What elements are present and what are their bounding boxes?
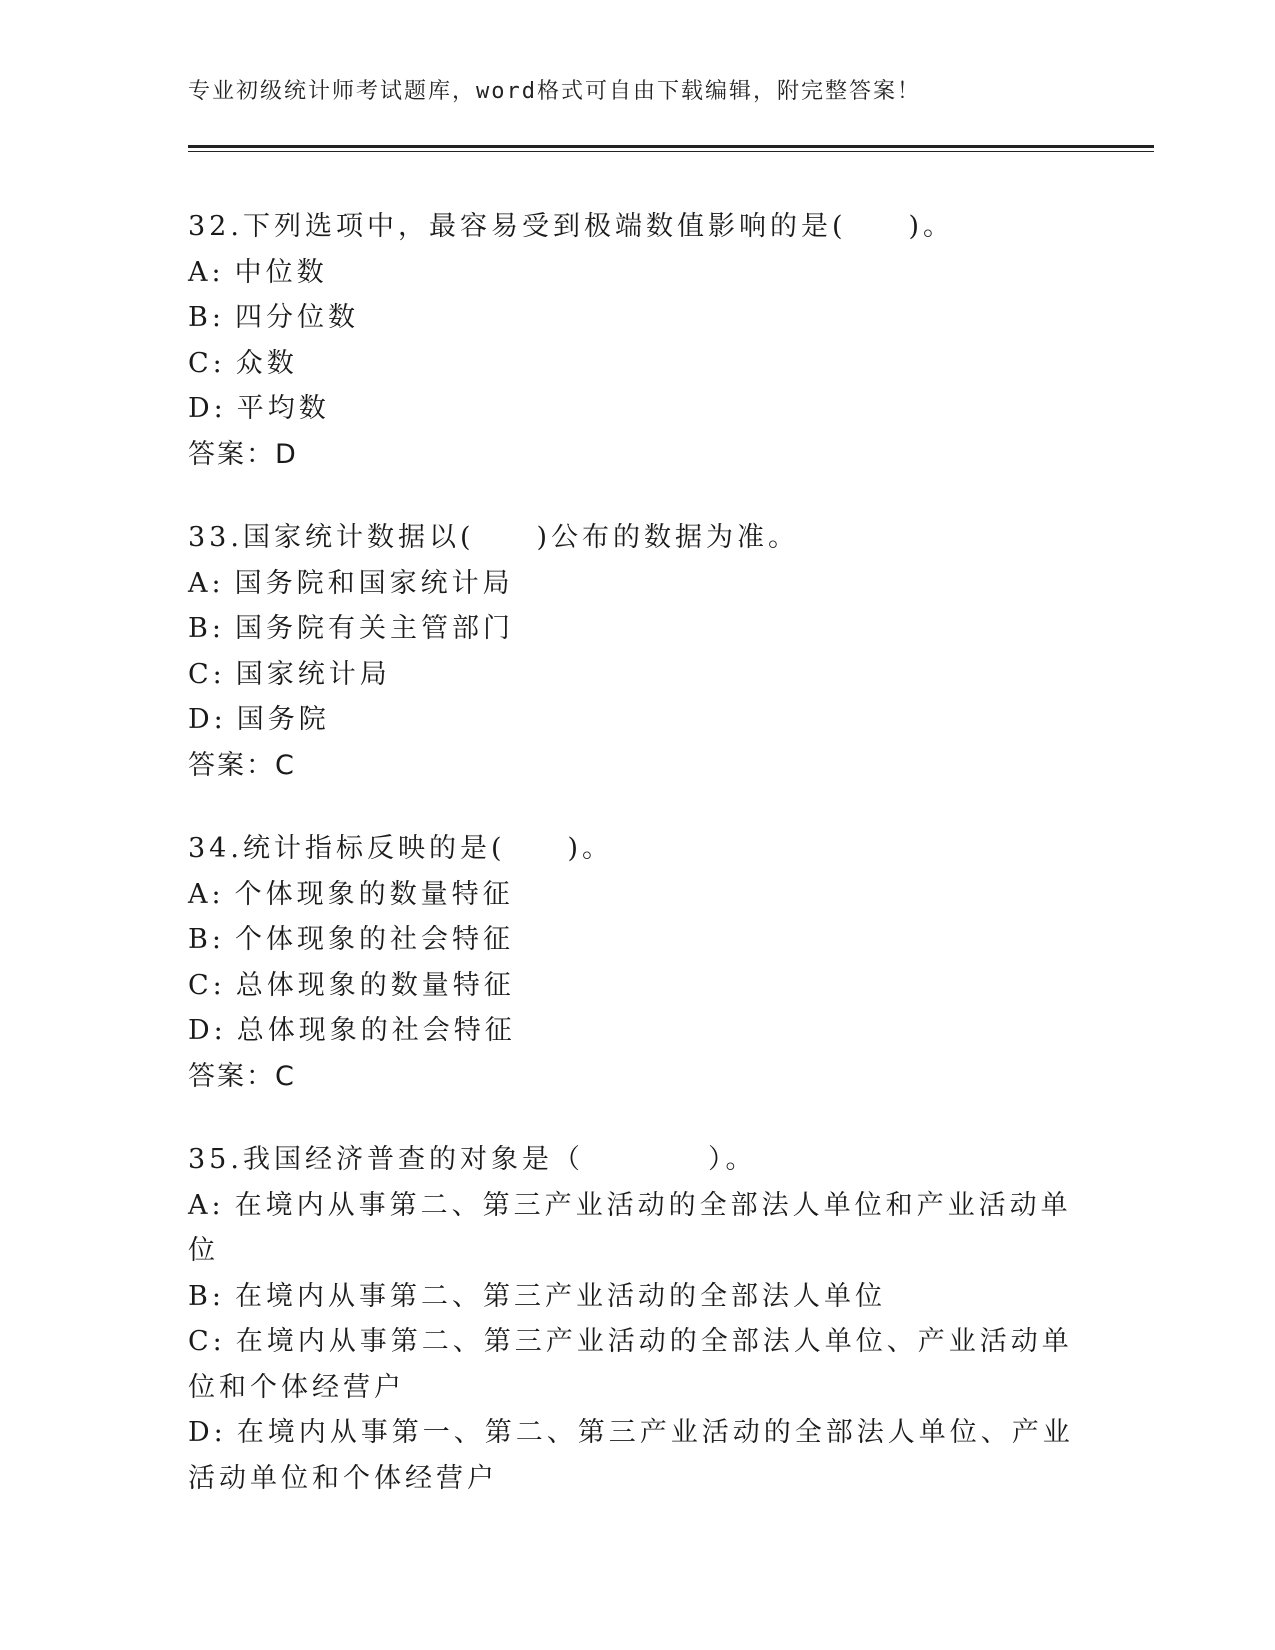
option-a: [188, 250, 1088, 296]
answer-line: 答案：D: [188, 438, 298, 470]
option-text: 平均数: [236, 393, 330, 424]
option-text: 四分位数: [234, 302, 359, 333]
question-33: [188, 515, 1088, 788]
option-letter: D:: [188, 1417, 227, 1448]
option-letter: C:: [188, 347, 226, 379]
option-text: 国务院: [236, 704, 330, 735]
question-stem: 34.统计指标反映的是( )。: [188, 833, 614, 864]
option-text: 在境内从事第二、第三产业活动的全部法人单位、产业活动单位和个体经营户: [188, 1326, 1073, 1403]
option-letter: C:: [188, 1326, 226, 1357]
option-letter: D:: [188, 393, 227, 424]
answer-line: 答案：C: [188, 1060, 296, 1092]
option-text: 个体现象的社会特征: [234, 924, 514, 955]
option-letter: D:: [188, 1015, 227, 1046]
option-c: [188, 341, 1088, 387]
option-letter: A:: [188, 256, 225, 288]
option-text: 在境内从事第二、第三产业活动的全部法人单位和产业活动单位: [188, 1189, 1072, 1266]
option-a: [188, 561, 1088, 607]
option-d: [188, 697, 1088, 743]
page-header: 专业初级统计师考试题库，word格式可自由下载编辑，附完整答案！: [188, 79, 921, 104]
option-text: 中位数: [234, 256, 328, 288]
option-letter: D:: [188, 704, 227, 735]
question-34: [188, 826, 1088, 1099]
option-letter: B:: [188, 924, 225, 955]
option-text: 在境内从事第一、第二、第三产业活动的全部法人单位、产业活动单位和个体经营户: [188, 1417, 1074, 1494]
question-stem: 32.下列选项中，最容易受到极端数值影响的是( )。: [188, 211, 955, 242]
option-b: [188, 1274, 1088, 1320]
option-letter: A:: [188, 567, 225, 599]
answer-line: 答案：C: [188, 749, 296, 781]
header-rule-thin: [188, 151, 1154, 152]
option-c: [188, 963, 1088, 1009]
question-stem: 33.国家统计数据以( )公布的数据为准。: [188, 522, 800, 553]
option-text: 总体现象的社会特征: [236, 1015, 516, 1046]
question-35: [188, 1137, 1088, 1501]
question-list: [188, 204, 1088, 1539]
question-stem: 35.我国经济普查的对象是（ ）。: [188, 1144, 757, 1175]
option-text: 国家统计局: [235, 658, 391, 690]
option-d: [188, 386, 1088, 432]
option-text: 国务院和国家统计局: [234, 567, 514, 599]
option-letter: A:: [188, 1189, 225, 1221]
option-b: [188, 295, 1088, 341]
option-c: [188, 652, 1088, 698]
option-d: [188, 1008, 1088, 1054]
option-c: [188, 1319, 1088, 1410]
option-letter: C:: [188, 969, 226, 1001]
option-d: [188, 1410, 1088, 1501]
header-rule-thick: [188, 145, 1154, 148]
question-32: [188, 204, 1088, 477]
option-text: 个体现象的数量特征: [234, 878, 514, 910]
option-b: [188, 606, 1088, 652]
option-a: [188, 872, 1088, 918]
option-letter: A:: [188, 878, 225, 910]
option-letter: B:: [188, 302, 225, 333]
option-text: 总体现象的数量特征: [235, 969, 515, 1001]
option-b: [188, 917, 1088, 963]
option-a: [188, 1183, 1088, 1274]
option-text: 国务院有关主管部门: [234, 613, 514, 644]
option-letter: B:: [188, 613, 225, 644]
option-letter: C:: [188, 658, 226, 690]
option-text: 在境内从事第二、第三产业活动的全部法人单位: [234, 1280, 886, 1312]
option-text: 众数: [235, 347, 298, 379]
option-letter: B:: [188, 1280, 225, 1312]
